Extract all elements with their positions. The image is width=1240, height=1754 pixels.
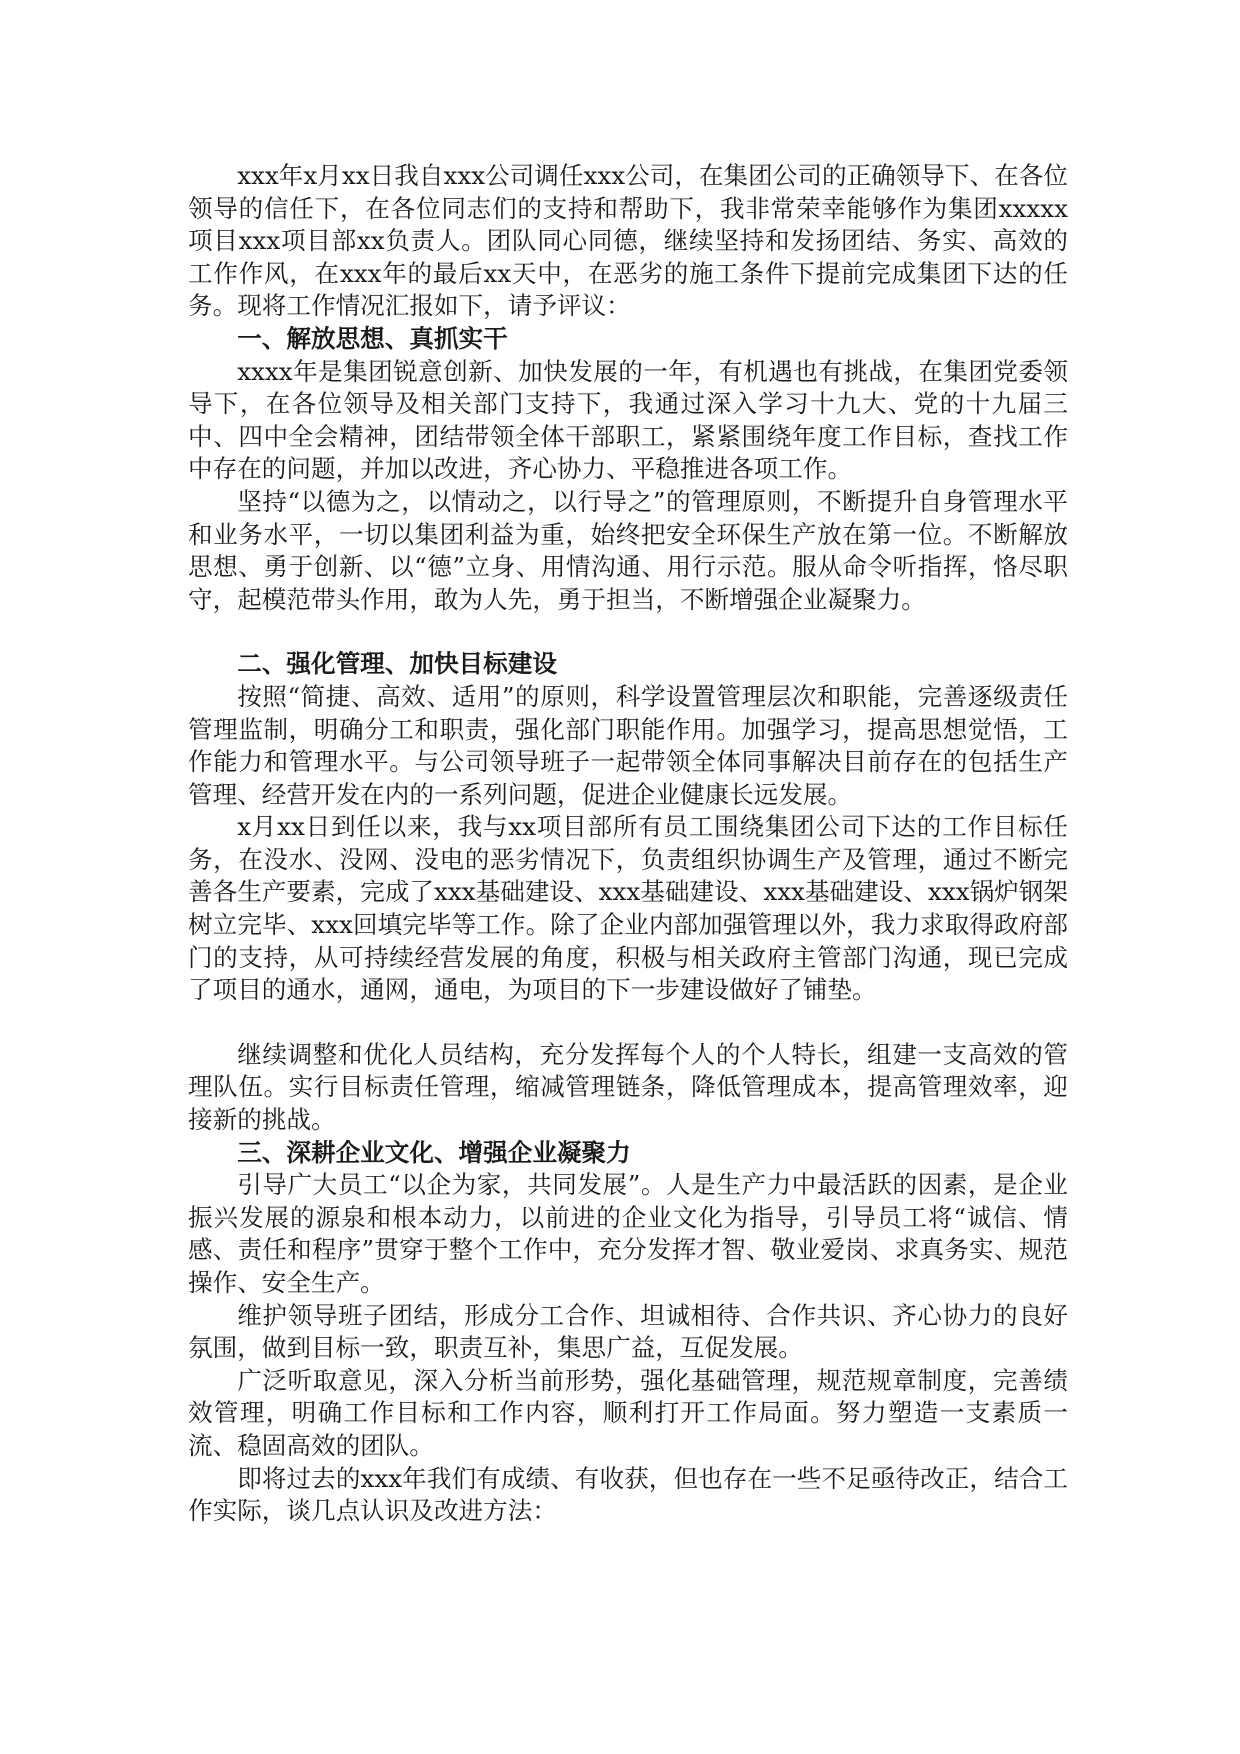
section-1-paragraph-1: xxxx年是集团锐意创新、加快发展的一年，有机遇也有挑战，在集团党委领导下，在各位领导及相关部门支持下，我通过深入学习十九大、党的十九届三中、四中全会精神，团结带领全体干部职工，紧紧围绕年度工作目标，查找工作中存在的问题，并加以改进，齐心协力、平稳推进各项工作。 xyxy=(188,356,1068,484)
document-page xyxy=(188,160,1068,1528)
section-2-heading: 二、强化管理、加快目标建设 xyxy=(237,649,557,679)
section-3-heading: 三、深耕企业文化、增强企业凝聚力 xyxy=(237,1137,631,1167)
section-1-heading: 一、解放思想、真抓实干 xyxy=(237,323,508,353)
blank-line xyxy=(188,1007,1068,1039)
section-3-paragraph-2: 维护领导班子团结，形成分工合作、坦诚相待、合作共识、齐心协力的良好氛围，做到目标一致，职责互补，集思广益，互促发展。 xyxy=(188,1300,1068,1363)
section-2-paragraph-2: x月xx日到任以来，我与xx项目部所有员工围绕集团公司下达的工作目标任务，在没水、没网、没电的恶劣情况下，负责组织协调生产及管理，通过不断完善各生产要素，完成了xxx基础建设、xxx基础建设、xxx基础建设、xxx锅炉钢架树立完毕、xxx回填完毕等工作。除了企业内部加强管理以外，我力求取得政府部门的支持，从可持续经营发展的角度，积极与相关政府主管部门沟通，现已完成了项目的通水，通网，通电，为项目的下一步建设做好了铺垫。 xyxy=(188,812,1068,1005)
section-3-paragraph-3: 广泛听取意见，深入分析当前形势，强化基础管理，规范规章制度，完善绩效管理，明确工作目标和工作内容，顺利打开工作局面。努力塑造一支素质一流、稳固高效的团队。 xyxy=(188,1365,1068,1460)
blank-line xyxy=(188,616,1068,648)
section-2-paragraph-1: 按照“简捷、高效、适用”的原则，科学设置管理层次和职能，完善逐级责任管理监制，明确分工和职责，强化部门职能作用。加强学习，提高思想觉悟，工作能力和管理水平。与公司领导班子一起带领全体同事解决目前存在的包括生产管理、经营开发在内的一系列问题，促进企业健康长远发展。 xyxy=(188,681,1068,809)
section-1-paragraph-2: 坚持“以德为之，以情动之，以行导之”的管理原则，不断提升自身管理水平和业务水平，一切以集团利益为重，始终把安全环保生产放在第一位。不断解放思想、勇于创新、以“德”立身、用情沟通、用行示范。服从命令听指挥，恪尽职守，起模范带头作用，敢为人先，勇于担当，不断增强企业凝聚力。 xyxy=(188,486,1068,614)
section-3-paragraph-4: 即将过去的xxx年我们有成绩、有收获，但也存在一些不足亟待改正，结合工作实际，谈几点认识及改进方法： xyxy=(188,1463,1068,1526)
section-2-paragraph-3: 继续调整和优化人员结构，充分发挥每个人的个人特长，组建一支高效的管理队伍。实行目标责任管理，缩减管理链条，降低管理成本，提高管理效率，迎接新的挑战。 xyxy=(188,1039,1068,1135)
section-3-paragraph-1: 引导广大员工“以企为家，共同发展”。人是生产力中最活跃的因素，是企业振兴发展的源泉和根本动力，以前进的企业文化为指导，引导员工将“诚信、情感、责任和程序”贯穿于整个工作中，充分发挥才智、敬业爱岗、求真务实、规范操作、安全生产。 xyxy=(188,1170,1068,1297)
intro-paragraph: xxx年x月xx日我自xxx公司调任xxx公司，在集团公司的正确领导下、在各位领导的信任下，在各位同志们的支持和帮助下，我非常荣幸能够作为集团xxxxx项目xxx项目部xx负责人。团队同心同德，继续坚持和发扬团结、务实、高效的工作作风，在xxx年的最后xx天中，在恶劣的施工条件下提前完成集团下达的任务。现将工作情况汇报如下，请予评议： xyxy=(188,161,1068,321)
